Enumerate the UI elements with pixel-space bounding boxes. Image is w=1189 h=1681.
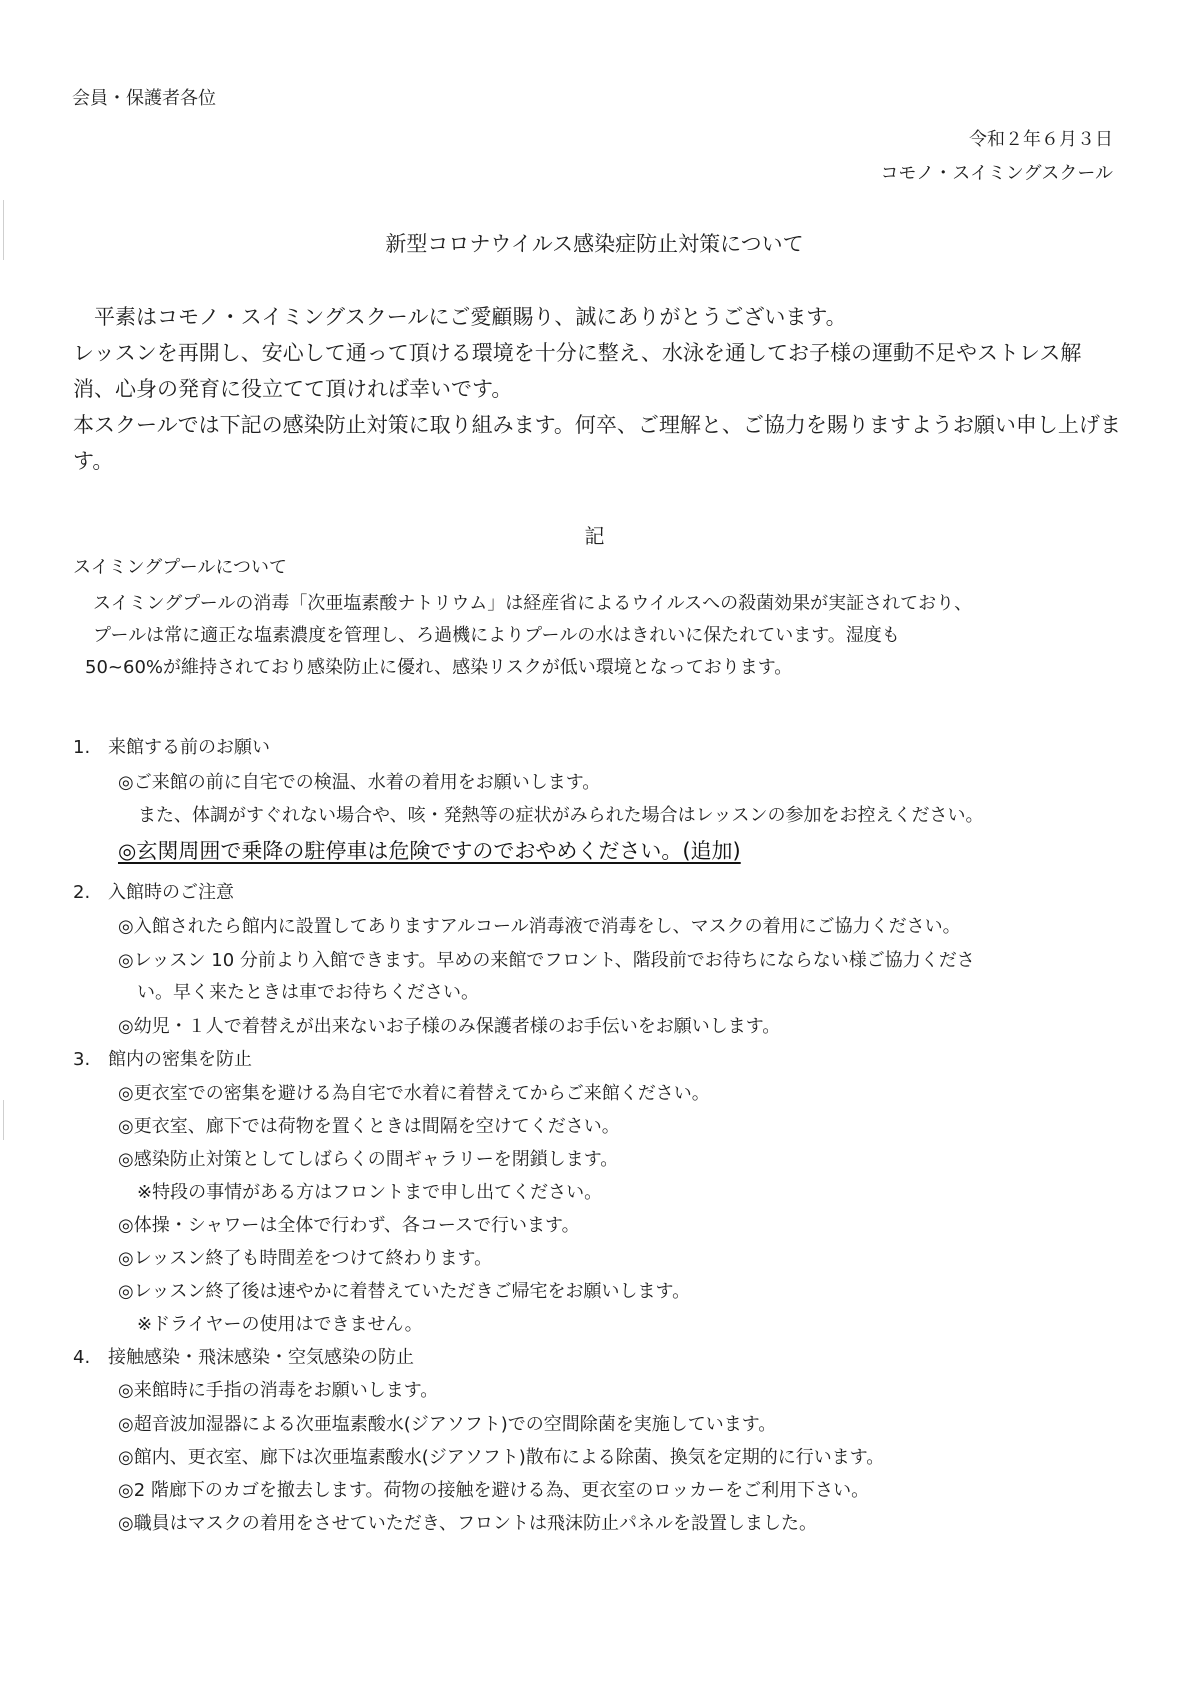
s3-item-5: ◎レッスン終了も時間差をつけて終わります。 <box>118 1248 493 1269</box>
s2-item-2-cont: い。早く来たときは車でお待ちください。 <box>137 982 479 1003</box>
pool-heading: スイミングプールについて <box>73 557 288 578</box>
s3-item-4: ◎体操・シャワーは全体で行わず、各コースで行います。 <box>118 1215 580 1236</box>
scan-mark <box>3 1100 4 1140</box>
section-title: 来館する前のお願い <box>108 737 270 758</box>
issue-date: 令和２年６月３日 <box>969 129 1113 150</box>
s3-item-6-note: ※ドライヤーの使用はできません。 <box>137 1314 423 1335</box>
s3-item-1: ◎更衣室での密集を避ける為自宅で水着に着替えてからご来館ください。 <box>118 1083 710 1104</box>
section-number: 4. <box>73 1347 91 1368</box>
s3-item-6: ◎レッスン終了後は速やかに着替えていただきご帰宅をお願いします。 <box>118 1281 691 1302</box>
pool-line-2: プールは常に適正な塩素濃度を管理し、ろ過機によりプールの水はきれいに保たれています。湿度も <box>93 625 900 646</box>
addressee: 会員・保護者各位 <box>72 88 216 109</box>
ki-heading: 記 <box>584 524 605 548</box>
s4-item-3: ◎館内、更衣室、廊下は次亜塩素酸水(ジアソフト)散布による除菌、換気を定期的に行います。 <box>118 1447 885 1468</box>
sender-name: コモノ・スイミングスクール <box>880 163 1113 184</box>
pool-body <box>85 588 1123 684</box>
intro-p2: レッスンを再開し、安心して通って頂ける環境を十分に整え、水泳を通してお子様の運動不足やストレス解消、心身の発育に役立てて頂ければ幸いです。 <box>73 341 1082 401</box>
s1-item-3-added: ◎玄関周囲で乗降の駐停車は危険ですのでおやめください。(追加) <box>118 839 741 863</box>
section-number: 3. <box>73 1049 91 1070</box>
s1-item-1: ◎ご来館の前に自宅での検温、水着の着用をお願いします。 <box>118 772 601 793</box>
pool-line-3: 50~60%が維持されており感染防止に優れ、感染リスクが低い環境となっております。 <box>85 657 793 678</box>
s2-item-1: ◎入館されたら館内に設置してありますアルコール消毒液で消毒をし、マスクの着用にご協力ください。 <box>118 916 961 937</box>
section-1-heading <box>73 733 270 759</box>
s4-item-2: ◎超音波加湿器による次亜塩素酸水(ジアソフト)での空間除菌を実施しています。 <box>118 1414 777 1435</box>
section-number: 1. <box>73 737 91 758</box>
section-2-heading <box>73 878 234 904</box>
section-title: 接触感染・飛沫感染・空気感染の防止 <box>108 1347 414 1368</box>
s2-item-2: ◎レッスン 10 分前より入館できます。早めの来館でフロント、階段前でお待ちにならない様ご協力くださ <box>118 950 975 971</box>
section-number: 2. <box>73 882 91 903</box>
s3-item-2: ◎更衣室、廊下では荷物を置くときは間隔を空けてください。 <box>118 1116 620 1137</box>
s4-item-4: ◎2 階廊下のカゴを撤去します。荷物の接触を避ける為、更衣室のロッカーをご利用下さい。 <box>118 1480 870 1501</box>
s3-item-3: ◎感染防止対策としてしばらくの間ギャラリーを閉鎖します。 <box>118 1149 619 1170</box>
s4-item-5: ◎職員はマスクの着用をさせていただき、フロントは飛沫防止パネルを設置しました。 <box>118 1513 817 1534</box>
intro-p1: 平素はコモノ・スイミングスクールにご愛顧賜り、誠にありがとうございます。 <box>94 305 847 329</box>
document-title: 新型コロナウイルス感染症防止対策について <box>385 232 804 256</box>
pool-line-1: スイミングプールの消毒「次亜塩素酸ナトリウム」は経産省によるウイルスへの殺菌効果が実証されており、 <box>93 593 973 614</box>
section-title: 入館時のご注意 <box>108 882 234 903</box>
section-3-heading <box>73 1045 252 1071</box>
intro-p3: 本スクールでは下記の感染防止対策に取り組みます。何卒、ご理解と、ご協力を賜りますようお願い申し上げます。 <box>73 413 1121 473</box>
section-title: 館内の密集を防止 <box>108 1049 252 1070</box>
s3-item-3-note: ※特段の事情がある方はフロントまで申し出てください。 <box>137 1182 603 1203</box>
intro-paragraphs <box>73 299 1123 479</box>
section-4-heading <box>73 1343 414 1369</box>
s2-item-3: ◎幼児・１人で着替えが出来ないお子様のみ保護者様のお手伝いをお願いします。 <box>118 1016 781 1037</box>
s4-item-1: ◎来館時に手指の消毒をお願いします。 <box>118 1380 439 1401</box>
s1-item-2: また、体調がすぐれない場合や、咳・発熱等の症状がみられた場合はレッスンの参加をお控えください。 <box>138 805 984 826</box>
